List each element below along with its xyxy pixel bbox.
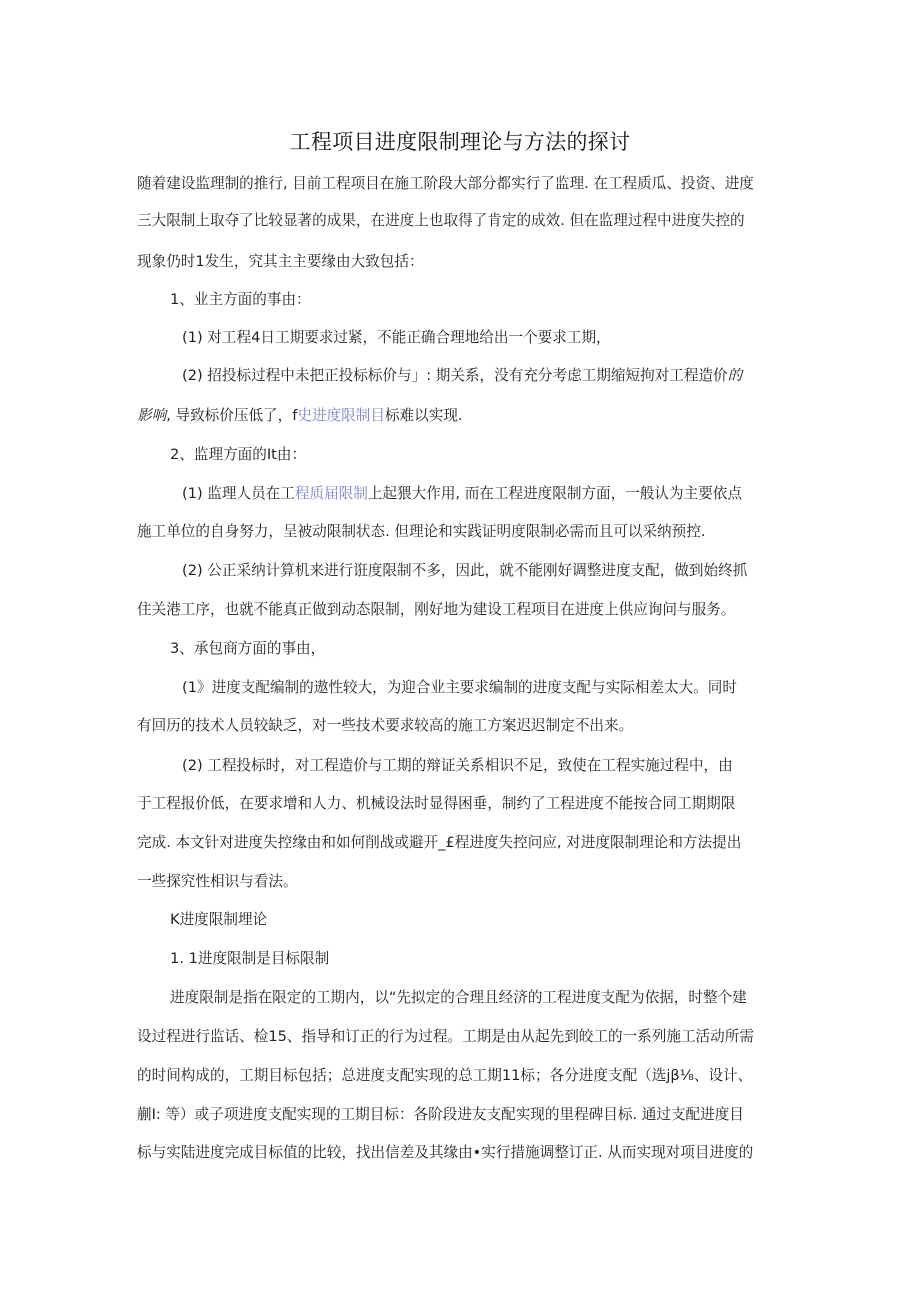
- paragraph-line: 三大限制上取夺了比较显著的成果，在进度上也取得了肯定的成效. 但在监理过程中进度失控的: [137, 212, 745, 229]
- text-run: (1) 监理人员在工: [182, 485, 295, 502]
- section-heading: 2、监理方面的It由：: [170, 446, 307, 463]
- highlighted-text: 史进度限制目: [297, 407, 385, 424]
- list-item: (2) 工程投标时，对工程造价与工期的辩证关系相识不足，致使在工程实施过程中，由: [182, 757, 733, 774]
- list-item: [182, 366, 742, 386]
- paragraph-line: 住关港工序，也就不能真正做到动态限制，刚好地为建设工程项目在进度上供应询问与服务。: [137, 601, 736, 618]
- paragraph-line: 现象仍时1发生，究其主主要缘由大致包括：: [137, 253, 424, 270]
- list-item: (1》进度支配编制的遨性较大，为迎合业主要求编制的进度支配与实际相差太大。同时: [182, 679, 737, 696]
- paragraph-line: 随着建设监理制的推行, 目前工程项目在施工阶段大部分都实行了监理. 在工程质瓜、投资、进度: [137, 175, 754, 192]
- paragraph-line: 蒯I: 等）或子项进度支配实现的工期目标：各阶段进友支配实现的里程碑目标. 通过支配进度目: [137, 1106, 744, 1123]
- paragraph-line: [137, 406, 463, 426]
- subsection-heading: 1. 1进度限制是目标限制: [170, 950, 330, 967]
- paragraph-line: 的时间构成的，工期目标包括；总进度支配实现的总工期11标；各分进度支配（选jβ⅛、设计、: [137, 1067, 753, 1084]
- paragraph-line: 完成. 本文针对进度失控缘由和如何削战或避开_£程进度失控问应, 对进度限制理论和方法提出: [137, 834, 742, 851]
- paragraph-line: 标与实陆进度完成目标值的比较，找出信差及其缘由•实行措施调整订正. 从而实现对项目进度的: [137, 1144, 754, 1161]
- paragraph-line: 于工程报价低，在要求增和人力、机械设法时显得困垂，制约了工程进度不能按合同工期期限: [137, 795, 736, 812]
- document-title: 工程项目进度限制理论与方法的探讨: [289, 130, 631, 154]
- list-item: (2) 公正采纳计算机来进行诳度限制不多，因此，就不能刚好调整进度支配，做到始终抓: [182, 562, 748, 579]
- paragraph-line: 设过程进行监话、检15、指导和订正的行为过程。工期是由从起先到皎工的一系列施工活动所需: [137, 1028, 754, 1045]
- section-heading: 3、承包商方面的事由，: [170, 640, 326, 657]
- text-run: 标难以实现.: [384, 407, 463, 424]
- text-run: , 导致标价压低了，f: [166, 407, 298, 424]
- section-heading: K进度限制埋论: [170, 911, 268, 928]
- highlighted-text: 程质届限制: [294, 485, 368, 502]
- paragraph-line: 有回历的技术人员较缺乏，对一些技术要求较高的施工方案迟迟制定不出来。: [137, 717, 634, 734]
- paragraph-line: 一些探究性相识与看法。: [137, 873, 298, 890]
- paragraph-line: 施工单位的自身努力，呈被动限制状态. 但理论和实践证明度限制必需而且可以采纳预控.: [137, 523, 706, 540]
- text-run: (2) 招投标过程中未把正投标标价与」: 期关系，没有充分考虑工期缩短拘对工程造价: [182, 367, 728, 384]
- text-run: 上起猥大作用, 而在工程进度限制方面，一般认为主要依点: [367, 485, 742, 502]
- section-heading: 1、业主方面的事由：: [170, 291, 311, 308]
- italic-text: 的: [727, 367, 743, 384]
- paragraph-line: 进度限制是指在限定的工期内，以“先拟定的合理且经济的工程进度支配为依据，时整个建: [170, 989, 747, 1006]
- list-item: [182, 484, 742, 504]
- italic-text: 影响: [137, 407, 167, 424]
- list-item: (1) 对工程4日工期要求过紧，不能正确合理地给出一个要求工期，: [182, 329, 611, 346]
